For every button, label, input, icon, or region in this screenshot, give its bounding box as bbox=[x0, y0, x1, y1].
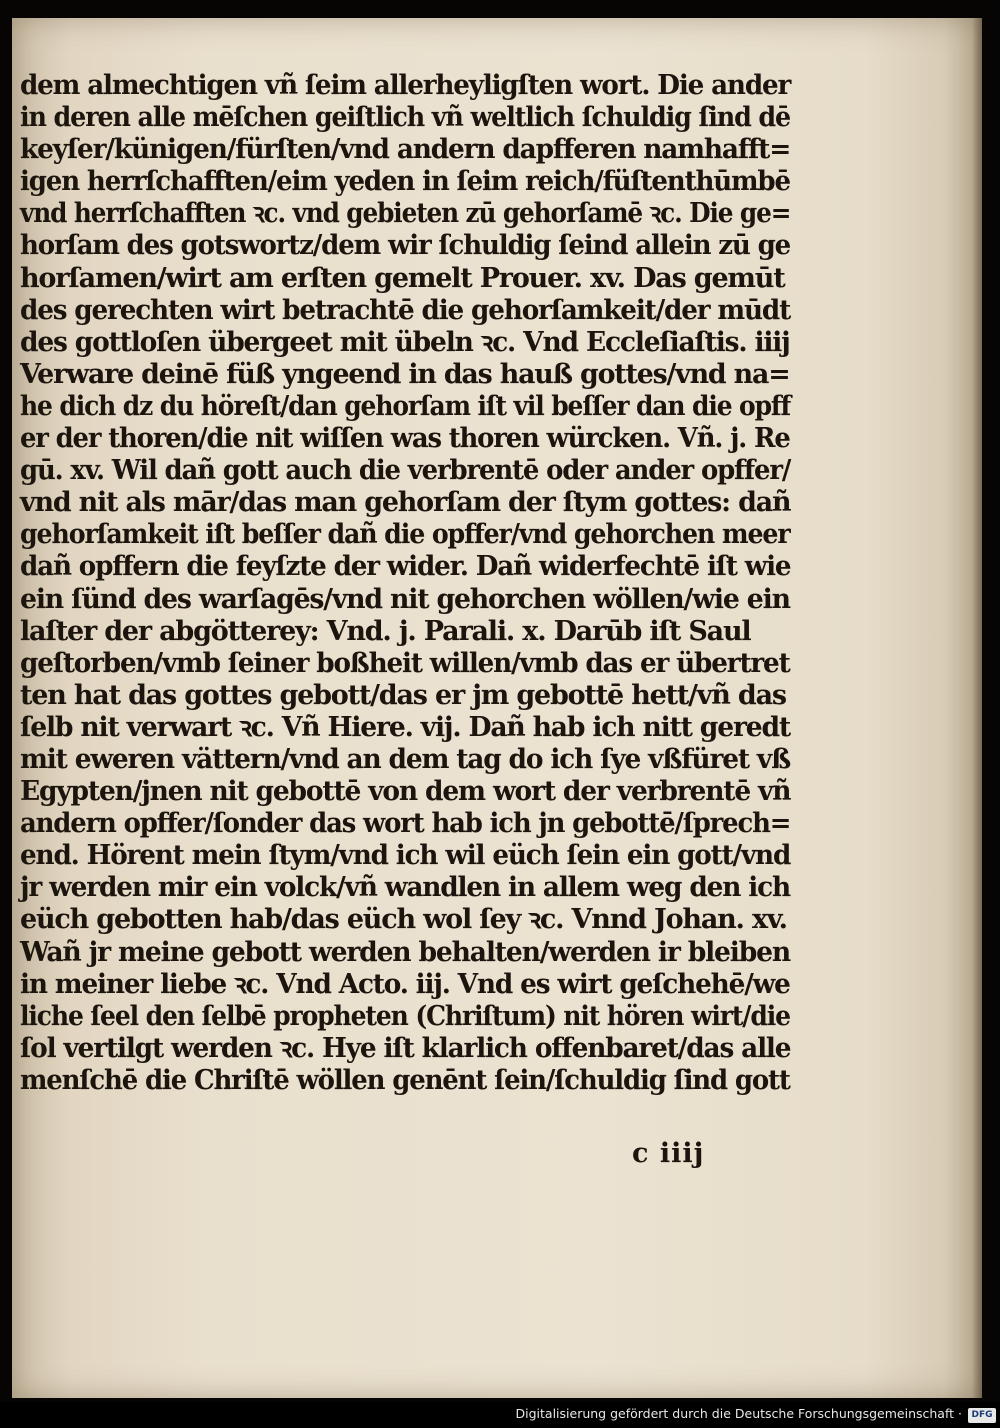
text-line: igen herrſchafften/eim yeden in ſeim reich/füſtenthūmbē bbox=[20, 166, 790, 198]
text-line: jr werden mir ein volck/vñ wandlen in allem weg den ich bbox=[20, 872, 790, 904]
text-line: Egypten/jnen nit gebottē von dem wort der verbrentē vñ bbox=[20, 776, 791, 808]
dfg-logo-text: DFG bbox=[971, 1410, 993, 1420]
page-edge-shadow bbox=[972, 18, 982, 1398]
funding-credit: Digitalisierung gefördert durch die Deutsche Forschungsgemeinschaft · bbox=[515, 1406, 962, 1421]
book-page bbox=[12, 18, 982, 1398]
text-line: horſamen/wirt am erſten gemelt Prouer. xv. Das gemūt bbox=[20, 262, 785, 294]
text-line: Verware deinē füß yngeend in das hauß gottes/vnd na= bbox=[20, 358, 790, 390]
text-line: dañ opffern die feyſzte der wider. Dañ widerfechtē iſt wie bbox=[20, 551, 791, 583]
text-line: gehorſamkeit iſt beſſer dañ die opffer/vnd gehorchen meer bbox=[20, 519, 790, 551]
text-line: er der thoren/die nit wiſſen was thoren würcken. Vñ. j. Re bbox=[20, 423, 790, 455]
text-line: andern opffer/ſonder das wort hab ich jn gebottē/ſprech= bbox=[20, 808, 791, 840]
text-line: menſchē die Chriſtē wöllen genēnt ſein/ſchuldig ſind gott bbox=[20, 1064, 790, 1096]
text-line: ſelb nit verwart ꝛc. Vñ Hiere. vij. Dañ hab ich nitt geredt bbox=[20, 711, 791, 743]
text-line: in deren alle mēſchen geiſtlich vñ weltlich ſchuldig ſind dē bbox=[20, 102, 791, 134]
text-line: Wañ jr meine gebott werden behalten/werden ir bleiben bbox=[20, 936, 790, 968]
text-line: vnd nit als mār/das man gehorſam der ſtym gottes: dañ bbox=[20, 487, 791, 519]
text-line: end. Hörent mein ſtym/vnd ich wil eüch ſein ein gott/vnd bbox=[20, 840, 791, 872]
text-line: ten hat das gottes gebott/das er jm gebottē hett/vñ das bbox=[20, 679, 786, 711]
text-line: keyſer/künigen/fürſten/vnd andern dapfferen namhafft= bbox=[20, 134, 791, 166]
text-line: des gottloſen übergeet mit übeln ꝛc. Vnd Eccleſiaſtis. iiij bbox=[20, 326, 790, 358]
text-line: dem almechtigen vñ ſeim allerheyligſten wort. Die ander bbox=[20, 70, 791, 101]
text-line: vnd herrſchafften ꝛc. vnd gebieten zū gehorſamē ꝛc. Die ge= bbox=[20, 198, 791, 230]
dfg-logo-icon bbox=[968, 1408, 996, 1423]
footer-bar bbox=[0, 1402, 1000, 1428]
text-line: ein ſünd des warſagēs/vnd nit gehorchen wöllen/wie ein bbox=[20, 583, 790, 615]
signature-mark: c iiij bbox=[632, 1138, 705, 1169]
text-line: in meiner liebe ꝛc. Vnd Acto. iij. Vnd es wirt geſchehē/we bbox=[20, 968, 790, 1000]
text-line: eüch gebotten hab/das eüch wol ſey ꝛc. Vnnd Johan. xv. bbox=[20, 904, 787, 936]
text-line: liche ſeel den ſelbē propheten (Chriſtum) nit hören wirt/die bbox=[20, 1000, 790, 1032]
text-line: he dich dz du höreſt/dan gehorſam iſt vil beſſer dan die opff bbox=[20, 390, 791, 422]
text-line: ſol vertilgt werden ꝛc. Hye iſt klarlich offenbaret/das alle bbox=[20, 1032, 791, 1064]
text-line: geſtorben/vmb ſeiner boßheit willen/vmb das er übertret bbox=[20, 647, 790, 679]
text-line: mit eweren vättern/vnd an dem tag do ich ſye vßfüret vß bbox=[20, 743, 790, 775]
text-block bbox=[20, 70, 790, 1097]
text-line: gū. xv. Wil dañ gott auch die verbrentē oder ander opffer/ bbox=[20, 455, 791, 487]
text-line: des gerechten wirt betrachtē die gehorſamkeit/der mūdt bbox=[20, 294, 791, 326]
text-line: horſam des gotswortz/dem wir ſchuldig ſeind allein zū ge bbox=[20, 230, 791, 262]
text-line: laſter der abgötterey: Vnd. j. Parali. x. Darūb iſt Saul bbox=[20, 615, 751, 647]
